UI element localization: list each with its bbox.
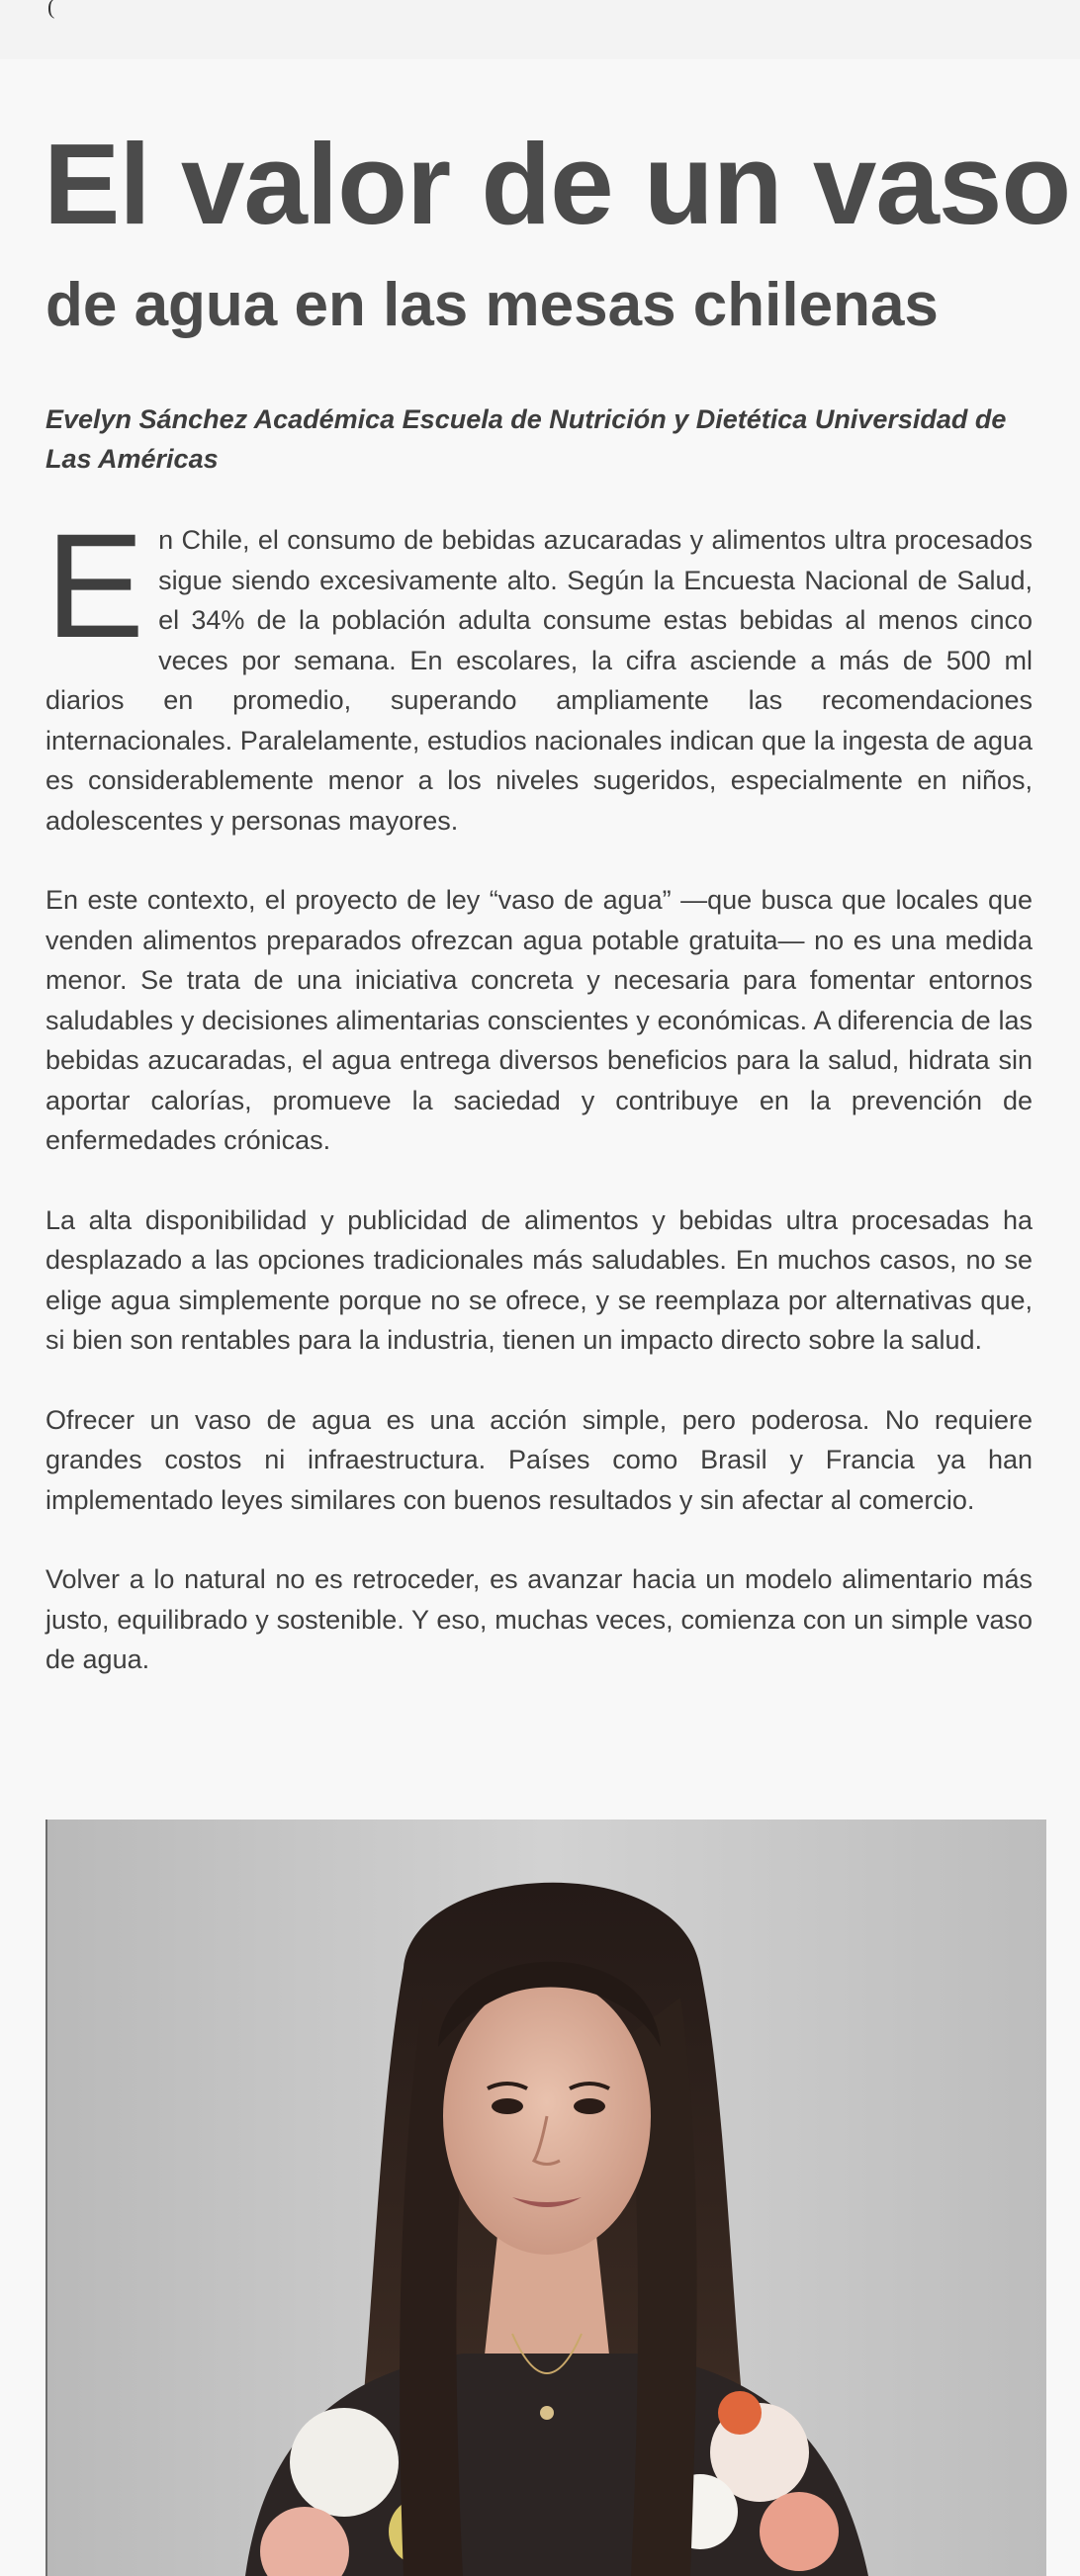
paragraph-1 (45, 502, 1033, 841)
article-title: El valor de un vaso (44, 120, 1071, 248)
drop-cap: E (45, 502, 145, 668)
paragraph-2: En este contexto, el proyecto de ley “vaso de agua” —que busca que locales que venden alimentos preparados ofrezcan agua potable gratuita— no es una medida menor. Se trata de una iniciativa concreta y necesaria para fomentar entornos saludables y decisiones alimentarias conscientes y económicas. A diferencia de las bebidas azucaradas, el agua entrega diversos beneficios para la salud, hidrata sin aportar calorías, promueve la saciedad y contribuye en la prevención de enfermedades crónicas. (45, 885, 1033, 1155)
paragraph-4: Ofrecer un vaso de agua es una acción simple, pero poderosa. No requiere grandes costos ni infraestructura. Países como Brasil y Francia ya han implementado leyes similares con buenos resultados y sin afectar al comercio. (45, 1404, 1033, 1515)
article-byline: Evelyn Sánchez Académica Escuela de Nutrición y Dietética Universidad de Las Américas (45, 404, 1007, 474)
top-fragment-mark: ( (47, 0, 55, 19)
paragraph-1-text: n Chile, el consumo de bebidas azucaradas y alimentos ultra procesados sigue siendo excesivamente alto. Según la Encuesta Nacional de Salud, el 34% de la población adulta consume estas bebidas al menos cinco veces por semana. En escolares, la cifra asciende a más de 500 ml diarios en promedio, superando ampliamente las recomendaciones internacionales. Paralelamente, estudios nacionales indican que la ingesta de agua es considerablemente menor a los niveles sugeridos, especialmente en niños, adolescentes y personas mayores. (45, 525, 1033, 836)
paragraph-3: La alta disponibilidad y publicidad de alimentos y bebidas ultra procesadas ha desplazado a las opciones tradicionales más saludables. En muchos casos, no se elige agua simplemente porque no se ofrece, y se reemplaza por alternativas que, si bien son rentables para la industria, tienen un impacto directo sobre la salud. (45, 1204, 1033, 1355)
top-strip (0, 0, 1080, 59)
author-photo (45, 1820, 1046, 2576)
article-subtitle: de agua en las mesas chilenas (45, 271, 939, 339)
paragraph-5: Volver a lo natural no es retroceder, es avanzar hacia un modelo alimentario más justo, equilibrado y sostenible. Y eso, muchas veces, comienza con un simple vaso de agua. (45, 1564, 1033, 1674)
article-page (0, 59, 1080, 2517)
author-portrait-illustration (47, 1820, 1046, 2576)
article-body (45, 502, 1033, 1720)
